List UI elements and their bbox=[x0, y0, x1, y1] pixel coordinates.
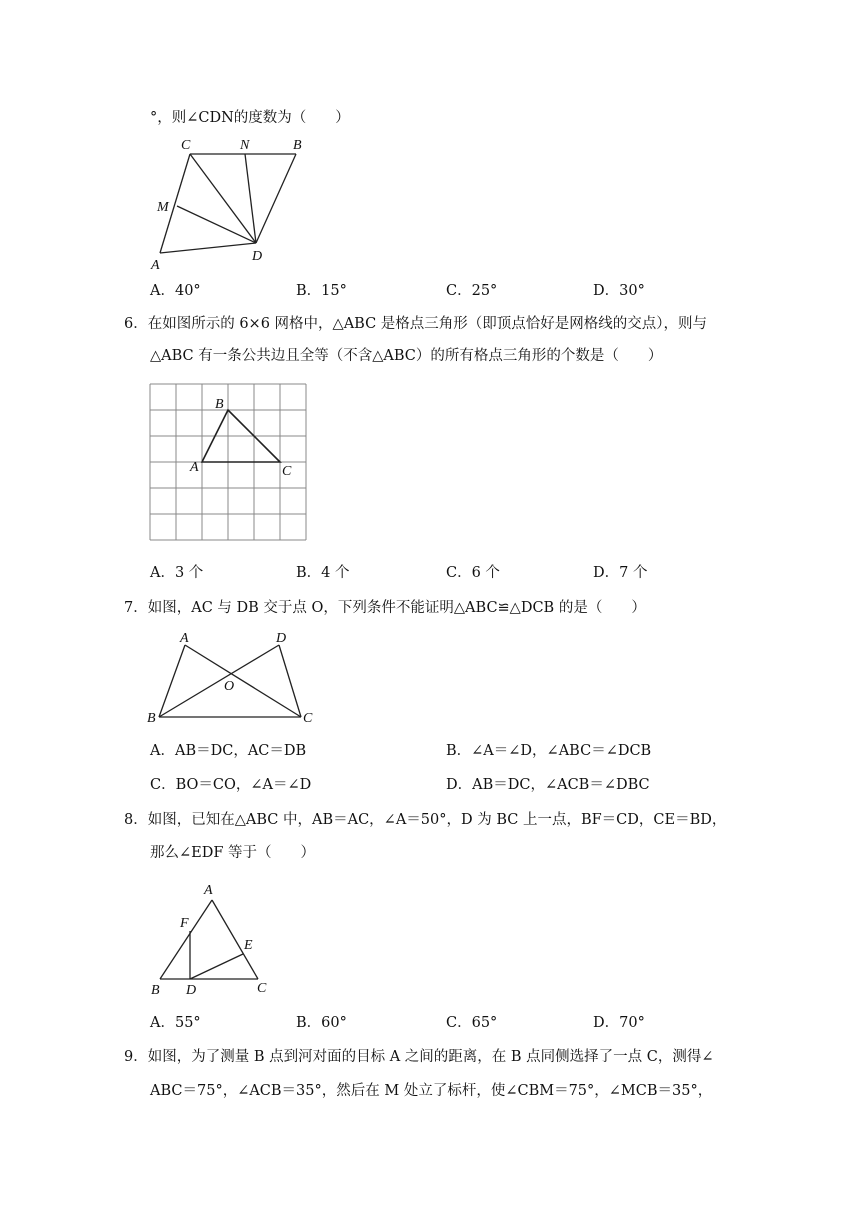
q5-option-b: B．15° bbox=[296, 283, 347, 299]
q5-option-a: A．40° bbox=[150, 283, 201, 299]
q7-label-O: O bbox=[224, 679, 235, 694]
q6-line-1: 6．在如图所示的 6×6 网格中，△ABC 是格点三角形（即顶点恰好是网格线的交点），则与 bbox=[124, 316, 708, 332]
q6-option-a: A．3 个 bbox=[150, 565, 204, 581]
q6-label-B: B bbox=[215, 397, 224, 412]
q5-label-D: D bbox=[252, 249, 263, 264]
q8-label-D: D bbox=[186, 983, 197, 998]
q7-label-C: C bbox=[303, 711, 313, 726]
q5-label-M: M bbox=[157, 200, 169, 215]
q6-grid-figure bbox=[142, 378, 317, 543]
q7-option-c: C．BO＝CO，∠A＝∠D bbox=[150, 777, 312, 793]
q8-label-E: E bbox=[244, 938, 253, 953]
q7-line-1: 7．如图，AC 与 DB 交于点 O，下列条件不能证明△ABC≌△DCB 的是（ ） bbox=[124, 600, 646, 616]
q5-option-d: D．30° bbox=[593, 283, 645, 299]
q5-figure bbox=[148, 134, 318, 274]
q5-tail-text: °，则∠CDN的度数为（ ） bbox=[150, 110, 350, 126]
q6-label-C: C bbox=[282, 464, 292, 479]
q7-option-a: A．AB＝DC，AC＝DB bbox=[150, 743, 307, 759]
q7-label-A: A bbox=[180, 631, 189, 646]
q7-figure bbox=[145, 628, 325, 728]
q6-line-2: △ABC 有一条公共边且全等（不含△ABC）的所有格点三角形的个数是（ ） bbox=[150, 348, 663, 364]
q8-label-A: A bbox=[204, 883, 213, 898]
q8-option-c: C．65° bbox=[446, 1015, 498, 1031]
q8-label-C: C bbox=[257, 981, 267, 996]
q9-line-1: 9．如图，为了测量 B 点到河对面的目标 A 之间的距离，在 B 点同侧选择了一点 C，测得∠ bbox=[124, 1049, 714, 1065]
q5-option-c: C．25° bbox=[446, 283, 498, 299]
q5-label-A: A bbox=[151, 258, 160, 273]
q7-label-D: D bbox=[276, 631, 287, 646]
q8-label-F: F bbox=[180, 916, 189, 931]
q8-label-B: B bbox=[151, 983, 160, 998]
q8-figure bbox=[145, 878, 275, 998]
q9-line-2: ABC＝75°，∠ACB＝35°，然后在 M 处立了标杆，使∠CBM＝75°，∠MCB＝35°， bbox=[150, 1083, 713, 1099]
q8-option-d: D．70° bbox=[593, 1015, 645, 1031]
q5-label-B: B bbox=[293, 138, 302, 153]
q6-label-A: A bbox=[190, 460, 199, 475]
q5-label-C: C bbox=[181, 138, 191, 153]
q8-option-a: A．55° bbox=[150, 1015, 201, 1031]
q6-option-d: D．7 个 bbox=[593, 565, 648, 581]
q6-option-c: C．6 个 bbox=[446, 565, 500, 581]
q6-option-b: B．4 个 bbox=[296, 565, 350, 581]
q7-label-B: B bbox=[147, 711, 156, 726]
q8-line-2: 那么∠EDF 等于（ ） bbox=[150, 845, 316, 861]
q7-option-b: B．∠A＝∠D，∠ABC＝∠DCB bbox=[446, 743, 652, 759]
q7-option-d: D．AB＝DC，∠ACB＝∠DBC bbox=[446, 777, 650, 793]
q8-line-1: 8．如图，已知在△ABC 中，AB＝AC，∠A＝50°，D 为 BC 上一点，BF＝CD，CE＝BD， bbox=[124, 812, 727, 828]
q5-label-N: N bbox=[240, 138, 250, 153]
q8-option-b: B．60° bbox=[296, 1015, 347, 1031]
